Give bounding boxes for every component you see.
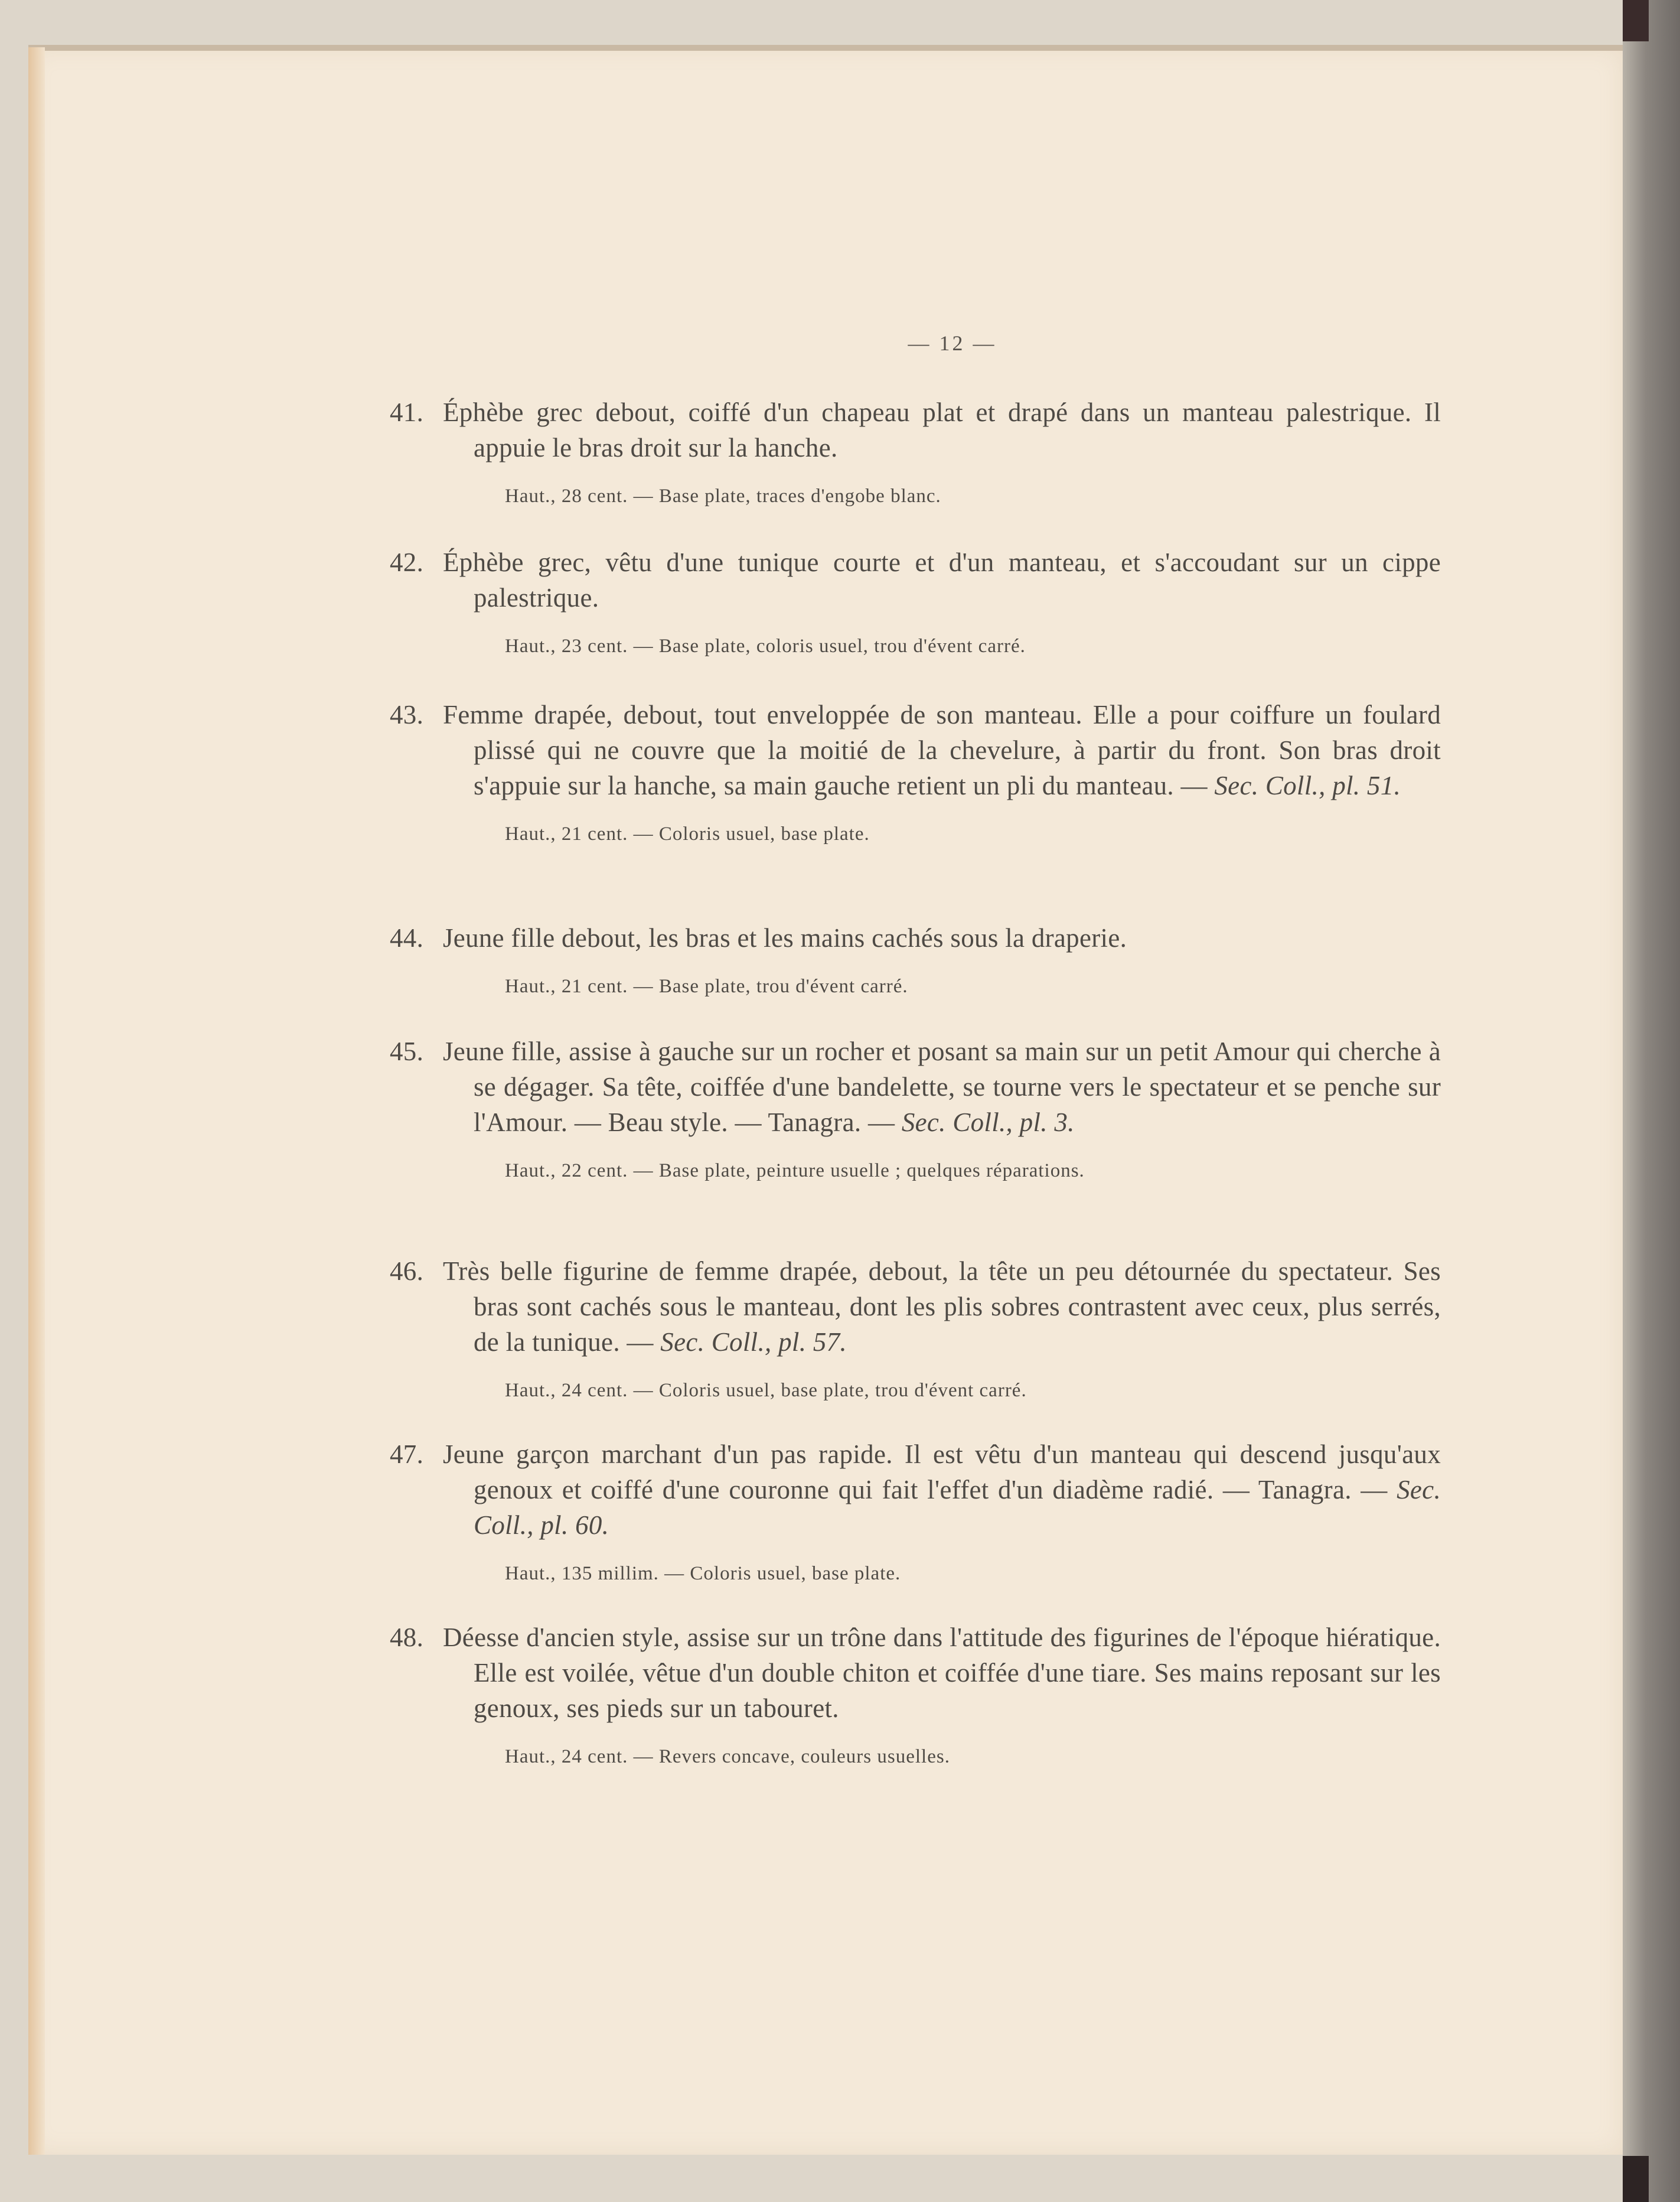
catalog-entry-47 [390, 1436, 1441, 1587]
entry-dimensions-note: Haut., 28 cent. — Base plate, traces d'engobe blanc. [505, 486, 941, 507]
entry-description [390, 697, 1441, 803]
entry-number: 44. [390, 923, 424, 953]
spine-mark-top [1623, 0, 1649, 41]
catalog-entry-42 [390, 545, 1441, 659]
entry-number: 42. [390, 548, 424, 577]
page-number: — 12 — [908, 331, 997, 355]
entry-reference: Sec. Coll., pl. 51. [1214, 771, 1401, 800]
entry-dimensions-note: Haut., 24 cent. — Coloris usuel, base plate, trou d'évent carré. [505, 1380, 1027, 1401]
catalog-entry-41 [390, 395, 1441, 509]
entry-text: Déesse d'ancien style, assise sur un trône dans l'attitude des figurines de l'époque hiératique. Elle est voilée, vêtue d'un double chiton et coiffée d'une tiare. Ses mains reposant sur les genoux, ses pieds sur un tabouret. [443, 1623, 1441, 1723]
entry-text: Éphèbe grec debout, coiffé d'un chapeau plat et drapé dans un manteau palestrique. Il appuie le bras droit sur la hanche. [443, 398, 1441, 462]
entry-text: Jeune garçon marchant d'un pas rapide. Il est vêtu d'un manteau qui descend jusqu'aux genoux et coiffé d'une couronne qui fait l'effet d'un diadème radié. — Tanagra. — [443, 1439, 1441, 1504]
entry-text: Femme drapée, debout, tout enveloppée de son manteau. Elle a pour coiffure un foulard plissé qui ne couvre que la moitié de la chevelure, à partir du front. Son bras droit s'appuie sur la hanche, sa main gauche retient un pli du manteau. — [443, 700, 1441, 800]
spine-mark-bottom [1623, 2156, 1649, 2202]
entry-number: 46. [390, 1256, 424, 1286]
entry-text: Très belle figurine de femme drapée, debout, la tête un peu détournée du spectateur. Ses bras sont cachés sous le manteau, dont les plis sobres contrastent avec ceux, plus serrés, de la tunique. — [443, 1256, 1441, 1357]
entry-number: 47. [390, 1439, 424, 1469]
entry-reference: Sec. Coll., pl. 57. [660, 1327, 847, 1357]
entry-reference: Sec. Coll., pl. 3. [901, 1107, 1075, 1137]
catalog-entry-48 [390, 1620, 1441, 1770]
entry-dimensions-note: Haut., 24 cent. — Revers concave, couleurs usuelles. [505, 1746, 950, 1767]
catalog-entry-45 [390, 1034, 1441, 1184]
catalog-entry-44 [390, 920, 1441, 999]
entry-dimensions-note: Haut., 23 cent. — Base plate, coloris usuel, trou d'évent carré. [505, 636, 1026, 657]
page-left-edge [28, 47, 45, 2155]
entry-description [390, 1436, 1441, 1543]
entry-dimensions-note: Haut., 21 cent. — Base plate, trou d'évent carré. [505, 976, 908, 997]
page-top-edge [28, 45, 1623, 51]
entry-description [390, 920, 1441, 956]
entry-reference: Sec. Coll., pl. 60. [474, 1475, 1441, 1540]
entry-text: Éphèbe grec, vêtu d'une tunique courte et d'un manteau, et s'accoudant sur un cippe palestrique. [443, 548, 1441, 613]
entry-text: Jeune fille debout, les bras et les mains cachés sous la draperie. [443, 923, 1127, 953]
entry-description [390, 1253, 1441, 1360]
entry-dimensions-note: Haut., 135 millim. — Coloris usuel, base plate. [505, 1563, 901, 1584]
entry-description [390, 545, 1441, 615]
entry-text: Jeune fille, assise à gauche sur un rocher et posant sa main sur un petit Amour qui cherche à se dégager. Sa tête, coiffée d'une bandelette, se tourne vers le spectateur et se penche sur l'Amour. — Beau style. — Tanagra. — [443, 1037, 1441, 1137]
entry-dimensions-note: Haut., 22 cent. — Base plate, peinture usuelle ; quelques réparations. [505, 1160, 1085, 1181]
entry-number: 45. [390, 1037, 424, 1066]
entry-description [390, 1034, 1441, 1140]
entry-description [390, 1620, 1441, 1726]
catalog-entry-46 [390, 1253, 1441, 1403]
entry-dimensions-note: Haut., 21 cent. — Coloris usuel, base plate. [505, 823, 870, 845]
entry-number: 48. [390, 1623, 424, 1652]
catalog-entry-43 [390, 697, 1441, 847]
entry-number: 41. [390, 398, 424, 427]
entry-number: 43. [390, 700, 424, 729]
entry-description [390, 395, 1441, 465]
